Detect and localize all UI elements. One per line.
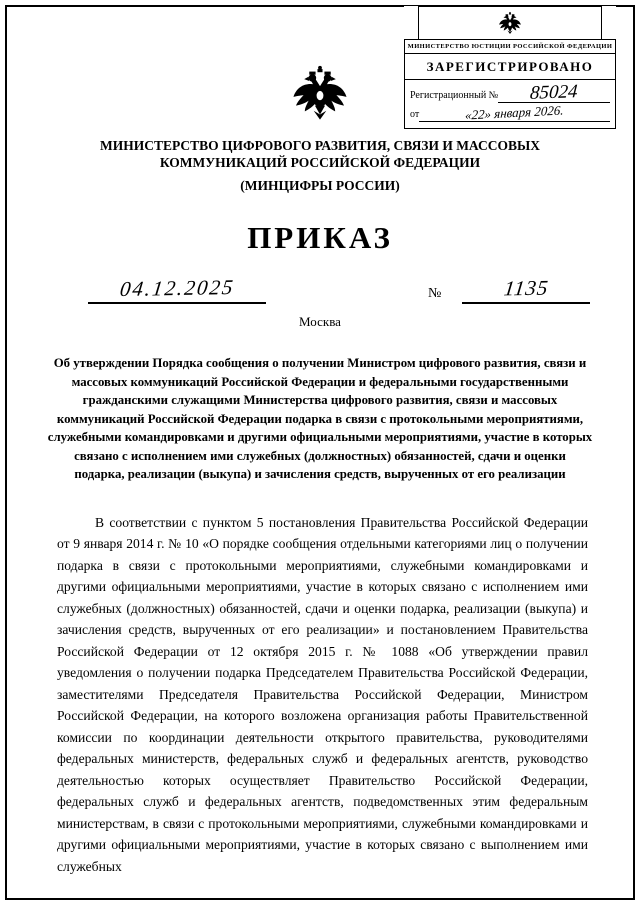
body-paragraph: В соответствии с пунктом 5 постановления Правительства Российской Федерации от 9 января 2014 г. № 10 «О порядке сообщения отдельными категориями лиц о получении подарка в связи с протокольными мероприятиями, служебными командировками и другими официальными мероприятиями, участие в которых связано с исполнением ими служебных (должностных) обязанностей, сдачи и оценки подарка, реализации (выкупа) и зачисления средств, вырученных от его реализации» и постановлением Правительства Российской Федерации от 12 октября 2015 г. № 1088 «Об утверждении правил уведомления о получении подарка Председателем Правительства Российской Федерации, заместителями Председателя Правительства Российской Федерации, Министром Российской Федерации, на которого возложена организация работы Правительственной комиссии по координации деятельности открытого правительства, руководителями федеральных министерств, федеральных служб и федеральных агентств, руководство деятельностью которых осуществляет Правительство Российской Федерации, федеральных служб и федеральных агентств, подведомственных этим федеральным министерствам, в связи с протокольными мероприятиями, служебными командировками и другими официальными мероприятиями, участие в которых связано с выполнением ими служебных [57,514,588,874]
registration-number-value: 85024 [529,81,579,104]
number-sign: № [428,286,442,301]
justice-emblem-icon [497,11,523,36]
registration-number-label: Регистрационный № [410,90,499,101]
document-subject: Об утверждении Порядка сообщения о получении Министром цифрового развития, связи и массовых коммуникаций Российской Федерации и федеральными государственными гражданскими служащими Министерства цифрового развития, связи и массовых коммуникаций Российской Федерации подарка в связи с протокольными мероприятиями, служебными командировками и другими официальными мероприятиями, участие в которых связано с исполнением ими служебных (должностных) обязанностей, сдачи и оценки подарка, реализации (выкупа) и зачисления средств, вырученных от его реализации [47,356,593,481]
date-number-row [0,272,640,312]
registered-label: ЗАРЕГИСТРИРОВАНО [404,53,616,80]
registration-date-prefix: от [410,109,420,120]
ministry-name-line1: МИНИСТЕРСТВО ЦИФРОВОГО РАЗВИТИЯ, СВЯЗИ И МАССОВЫХ [99,138,541,153]
registration-number-row [410,83,610,103]
document-date: 04.12.2025 [118,274,236,302]
ministry-name-line2: КОММУНИКАЦИЙ РОССИЙСКОЙ ФЕДЕРАЦИИ [159,155,481,170]
stamp-emblem-box [418,6,602,40]
document-number: 1135 [502,275,550,301]
city-label: Москва [299,314,341,329]
document-type: ПРИКАЗ [247,220,393,255]
registration-stamp [404,6,616,129]
stamp-registration-fields [404,79,616,129]
justice-ministry-label: МИНИСТЕРСТВО ЮСТИЦИИ РОССИЙСКОЙ ФЕДЕРАЦИИ [404,39,616,54]
registration-date-row [410,102,610,123]
ministry-name [0,137,640,171]
coat-of-arms-icon [288,64,352,124]
ministry-short-name: (МИНЦИФРЫ РОССИИ) [240,178,400,193]
number-underline [462,276,590,304]
date-underline [88,276,266,304]
registration-date-value: «22» января 2026. [464,102,565,123]
